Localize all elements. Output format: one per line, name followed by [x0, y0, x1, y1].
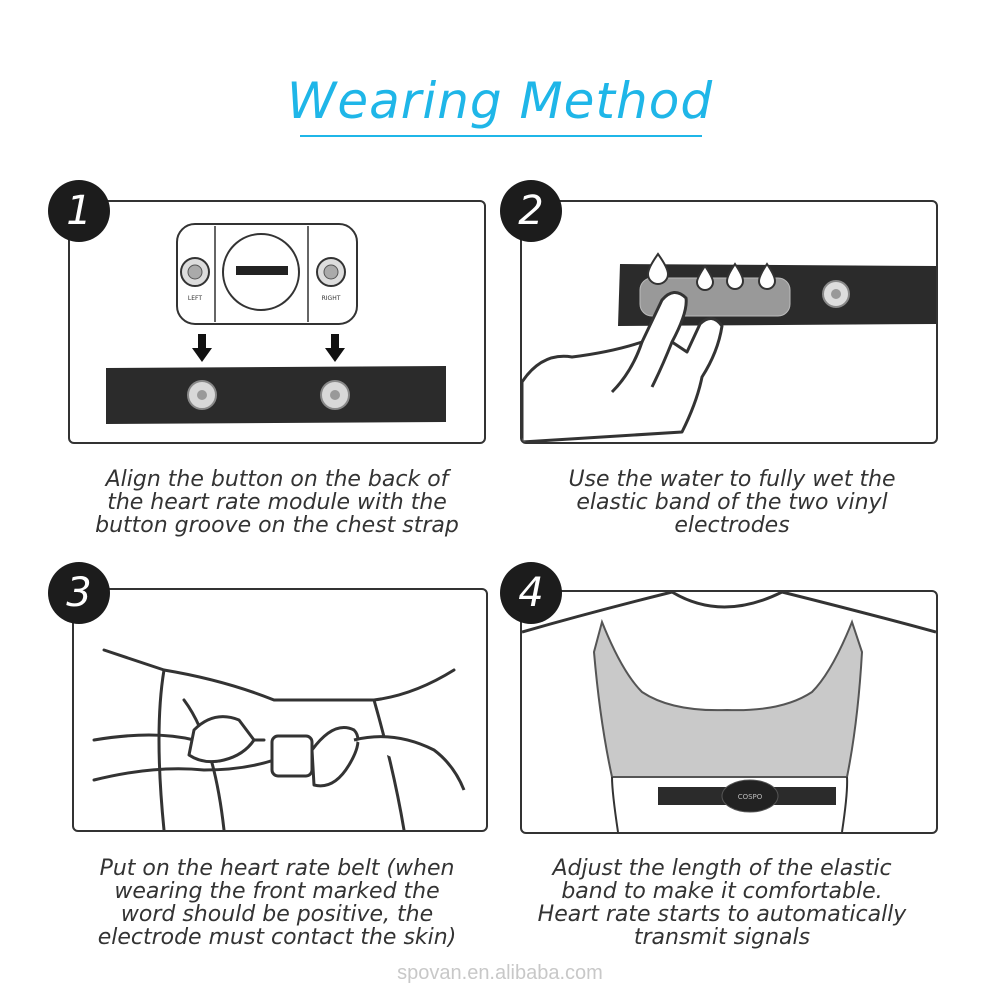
step-4-caption: Adjust the length of the elastic band to make it comfortable. Heart rate starts to automatically transmit signals — [537, 856, 907, 950]
hands-illustration — [189, 717, 464, 790]
step-1-caption: Align the button on the back of the heart rate module with the button groove on the chest strap — [95, 467, 459, 538]
step-1-illustration — [70, 202, 484, 442]
step-3-panel — [72, 588, 488, 832]
step-1-badge: 1 — [48, 180, 110, 242]
sensor-label: COSPO — [737, 793, 763, 801]
module-right-label: RIGHT — [321, 295, 341, 302]
step-2-badge: 2 — [500, 180, 562, 242]
down-arrow-icon — [192, 334, 212, 362]
watermark: spovan.en.alibaba.com — [397, 962, 603, 984]
step-2-caption: Use the water to fully wet the elastic band of the two vinyl electrodes — [568, 467, 896, 538]
step-1-panel — [68, 200, 486, 444]
page-title: Wearing Method — [286, 72, 714, 130]
step-3-caption: Put on the heart rate belt (when wearing the front marked the word should be positive, the electrode must contact the skin) — [97, 856, 457, 950]
module-left-label: LEFT — [187, 295, 203, 302]
step-4-badge: 4 — [500, 562, 562, 624]
step-3-illustration — [74, 590, 486, 830]
title-underline — [300, 135, 702, 137]
step-4-panel — [520, 590, 938, 834]
step-2-panel — [520, 200, 938, 444]
step-4-illustration — [522, 592, 936, 832]
step-3-badge: 3 — [48, 562, 110, 624]
down-arrow-icon — [325, 334, 345, 362]
step-2-illustration — [522, 202, 936, 442]
